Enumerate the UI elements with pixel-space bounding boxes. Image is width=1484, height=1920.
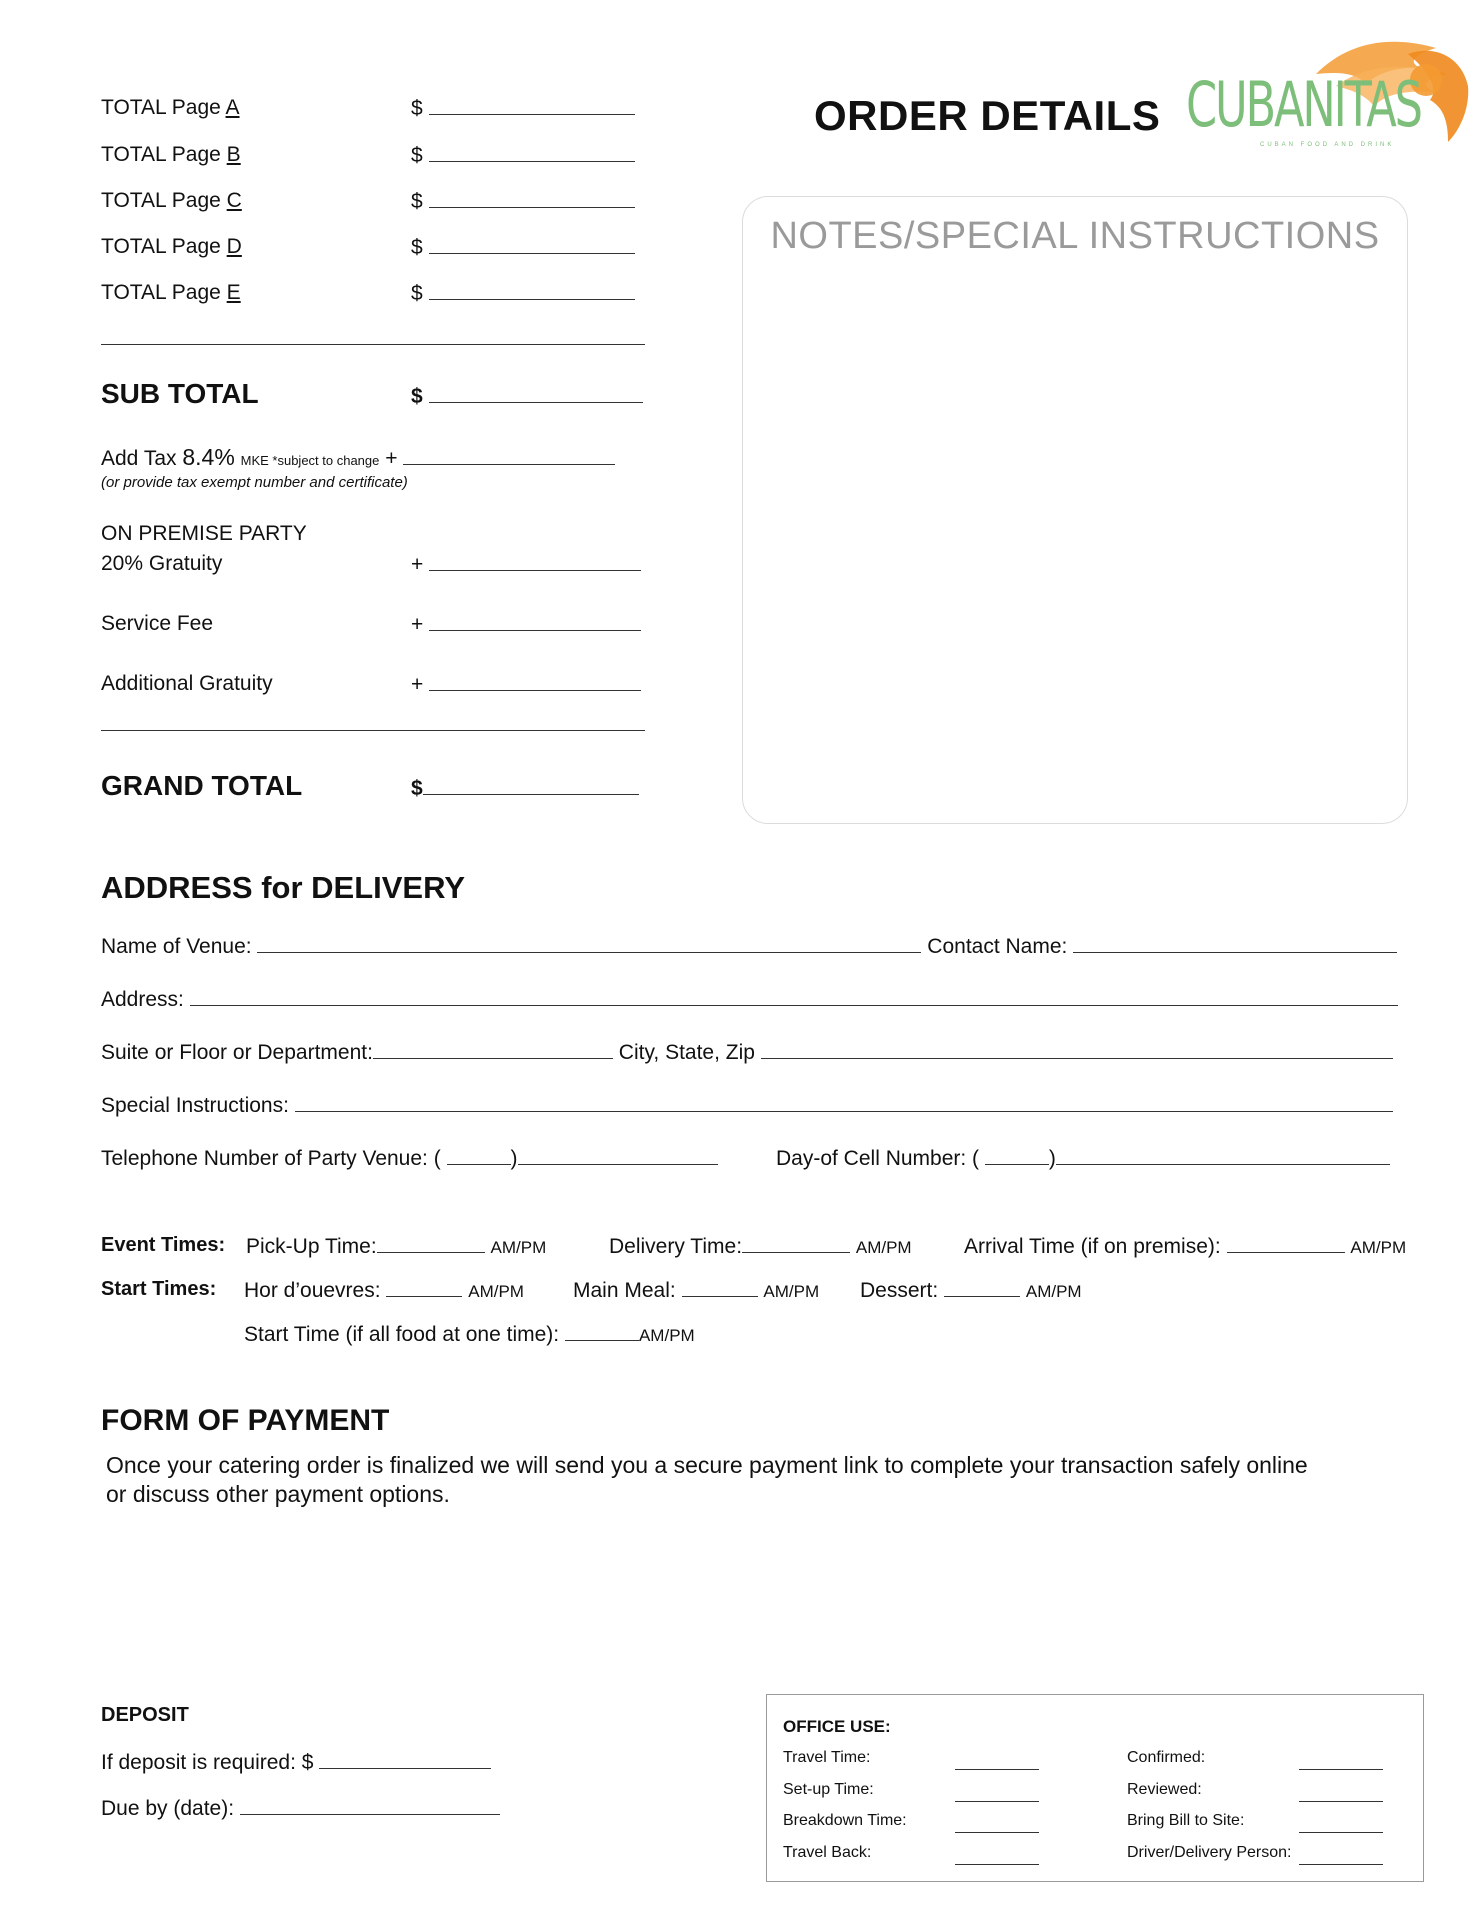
- notes-box[interactable]: [742, 196, 1408, 824]
- special-row: [101, 1093, 1393, 1118]
- plus-sign: +: [411, 673, 424, 696]
- logo-tagline: CUBAN FOOD AND DRINK: [1260, 142, 1395, 148]
- phone-row: [101, 1146, 718, 1171]
- office-line[interactable]: [1299, 1864, 1383, 1865]
- amount-line[interactable]: [429, 612, 641, 631]
- plus-sign: +: [411, 553, 424, 576]
- logo-text: CUBANITAS: [1186, 68, 1421, 141]
- plus-sign: +: [385, 447, 398, 470]
- suite-input-line[interactable]: [373, 1040, 613, 1059]
- currency-symbol: $: [411, 282, 423, 305]
- total-page-letter: A: [225, 96, 240, 119]
- deposit-due-line[interactable]: [240, 1796, 500, 1815]
- amount-line[interactable]: [429, 672, 641, 691]
- venue-input-line[interactable]: [257, 934, 921, 953]
- grand-total-field[interactable]: [411, 776, 639, 801]
- amount-line[interactable]: [429, 235, 635, 254]
- subtotal-label: SUB TOTAL: [101, 378, 259, 409]
- deposit-due-row: [101, 1796, 500, 1821]
- paren: ): [510, 1147, 518, 1170]
- total-page-c-row: [101, 189, 242, 213]
- total-page-label: TOTAL Page: [101, 281, 227, 304]
- main-meal-row: [573, 1278, 819, 1303]
- ampm-label: AM/PM: [763, 1282, 820, 1301]
- all-food-label: Start Time (if all food at one time):: [244, 1323, 560, 1346]
- payment-text-line-2: or discuss other payment options.: [106, 1481, 450, 1507]
- contact-input-line[interactable]: [1073, 934, 1397, 953]
- cell-row: [776, 1146, 1390, 1171]
- pickup-label: Pick-Up Time:: [246, 1235, 377, 1258]
- currency-symbol: $: [411, 385, 423, 408]
- suite-label: Suite or Floor or Department:: [101, 1041, 373, 1064]
- additional-gratuity-label: Additional Gratuity: [101, 672, 273, 695]
- total-page-e-field[interactable]: [411, 281, 635, 306]
- tax-amount-line[interactable]: [403, 446, 615, 465]
- divider: [101, 730, 645, 731]
- office-use-box: [766, 1694, 1424, 1882]
- additional-gratuity-field[interactable]: [411, 672, 641, 697]
- office-bring-bill: Bring Bill to Site:: [1127, 1812, 1245, 1829]
- suite-row: [101, 1040, 1393, 1065]
- office-reviewed: Reviewed:: [1127, 1781, 1202, 1798]
- office-line[interactable]: [1299, 1801, 1383, 1802]
- office-line[interactable]: [1299, 1832, 1383, 1833]
- dessert-label: Dessert:: [860, 1279, 939, 1302]
- deposit-amount-line[interactable]: [319, 1750, 491, 1769]
- address-input-line[interactable]: [190, 987, 1398, 1006]
- office-use-title: OFFICE USE:: [783, 1717, 891, 1736]
- city-label: City, State, Zip: [618, 1041, 755, 1064]
- tax-note: MKE *subject to change: [240, 453, 380, 468]
- address-heading: ADDRESS for DELIVERY: [101, 870, 466, 905]
- currency-symbol: $: [411, 190, 423, 213]
- service-fee-field[interactable]: [411, 612, 641, 637]
- tax-rate: 8.4%: [182, 444, 235, 470]
- office-line[interactable]: [955, 1864, 1039, 1865]
- start-times-label: Start Times:: [101, 1278, 217, 1300]
- office-setup-time: Set-up Time:: [783, 1781, 874, 1798]
- ampm-label: AM/PM: [855, 1238, 912, 1257]
- address-row: [101, 987, 1398, 1012]
- total-page-d-row: [101, 235, 242, 259]
- office-travel-back: Travel Back:: [783, 1844, 872, 1861]
- total-page-label: TOTAL Page: [101, 96, 226, 119]
- deposit-due-label: Due by (date):: [101, 1797, 235, 1820]
- deposit-required-label: If deposit is required:: [101, 1751, 296, 1774]
- pickup-line[interactable]: [377, 1234, 485, 1253]
- area-code-line[interactable]: [447, 1146, 511, 1165]
- phone-number-line[interactable]: [518, 1146, 718, 1165]
- currency-symbol: $: [411, 97, 423, 120]
- arrival-row: [964, 1234, 1406, 1259]
- venue-row: [101, 934, 1397, 959]
- dessert-row: [860, 1278, 1082, 1303]
- notes-title: NOTES/SPECIAL INSTRUCTIONS: [770, 215, 1380, 257]
- office-travel-time: Travel Time:: [783, 1749, 871, 1766]
- amount-line[interactable]: [429, 143, 635, 162]
- total-page-d-field[interactable]: [411, 235, 635, 260]
- total-page-a-field[interactable]: [411, 96, 635, 121]
- total-page-b-field[interactable]: [411, 143, 635, 168]
- total-page-letter: E: [226, 281, 241, 304]
- ampm-label: AM/PM: [638, 1326, 695, 1345]
- amount-line[interactable]: [429, 552, 641, 571]
- dessert-line[interactable]: [944, 1278, 1020, 1297]
- total-page-label: TOTAL Page: [101, 235, 227, 258]
- address-label: Address:: [101, 988, 184, 1011]
- arrival-line[interactable]: [1227, 1234, 1345, 1253]
- special-instructions-line[interactable]: [295, 1093, 1393, 1112]
- paren: ): [1048, 1147, 1056, 1170]
- tax-exempt-note: (or provide tax exempt number and certificate): [101, 474, 408, 491]
- all-food-row: [244, 1322, 695, 1347]
- total-page-letter: D: [226, 235, 242, 258]
- gratuity-label: 20% Gratuity: [101, 552, 223, 575]
- subtotal-field[interactable]: [411, 384, 643, 409]
- arrival-label: Arrival Time (if on premise):: [964, 1235, 1221, 1258]
- gratuity-field[interactable]: [411, 552, 641, 577]
- hors-label: Hor d’ouevres:: [244, 1279, 381, 1302]
- currency-symbol: $: [411, 777, 423, 800]
- total-page-a-row: [101, 96, 240, 120]
- cell-number-line[interactable]: [1056, 1146, 1390, 1165]
- ampm-label: AM/PM: [490, 1238, 547, 1257]
- amount-line[interactable]: [429, 189, 635, 208]
- grand-total-label: GRAND TOTAL: [101, 770, 303, 801]
- office-line[interactable]: [955, 1801, 1039, 1802]
- total-page-label: TOTAL Page: [101, 189, 227, 212]
- premise-party-label: ON PREMISE PARTY: [101, 522, 307, 545]
- total-page-b-row: [101, 143, 241, 167]
- ampm-label: AM/PM: [1025, 1282, 1082, 1301]
- special-instructions-label: Special Instructions:: [101, 1094, 289, 1117]
- currency-symbol: $: [411, 236, 423, 259]
- total-page-letter: C: [226, 189, 242, 212]
- all-food-line[interactable]: [565, 1322, 639, 1341]
- tax-label: Add Tax: [101, 447, 177, 470]
- office-line[interactable]: [1299, 1769, 1383, 1770]
- plus-sign: +: [411, 613, 424, 636]
- venue-phone-label: Telephone Number of Party Venue: (: [101, 1147, 441, 1170]
- ampm-label: AM/PM: [468, 1282, 524, 1301]
- area-code-line[interactable]: [985, 1146, 1049, 1165]
- office-driver: Driver/Delivery Person:: [1127, 1844, 1292, 1861]
- cell-number-label: Day-of Cell Number: (: [776, 1147, 980, 1170]
- deposit-heading: DEPOSIT: [101, 1704, 189, 1726]
- currency-symbol: $: [411, 144, 423, 167]
- event-times-label: Event Times:: [101, 1234, 226, 1256]
- amount-line[interactable]: [429, 281, 635, 300]
- total-page-letter: B: [226, 143, 241, 166]
- contact-label: Contact Name:: [927, 935, 1068, 958]
- city-input-line[interactable]: [761, 1040, 1393, 1059]
- main-meal-line[interactable]: [682, 1278, 758, 1297]
- main-meal-label: Main Meal:: [573, 1279, 676, 1302]
- deposit-required-row: [101, 1750, 491, 1775]
- pickup-row: [246, 1234, 546, 1259]
- amount-line[interactable]: [429, 384, 643, 403]
- amount-line[interactable]: [423, 776, 639, 795]
- hors-row: [244, 1278, 524, 1303]
- cubanitas-logo: [1186, 34, 1474, 154]
- total-page-label: TOTAL Page: [101, 143, 227, 166]
- payment-text-line-1: Once your catering order is finalized we will send you a secure payment link to complete your transaction safely online: [106, 1452, 1308, 1478]
- total-page-c-field[interactable]: [411, 189, 635, 214]
- office-confirmed: Confirmed:: [1127, 1749, 1206, 1766]
- delivery-line[interactable]: [742, 1234, 850, 1253]
- currency-symbol: $: [301, 1751, 314, 1774]
- divider: [101, 344, 645, 345]
- total-page-e-row: [101, 281, 241, 305]
- office-line[interactable]: [955, 1769, 1039, 1770]
- page-title: ORDER DETAILS: [814, 92, 1161, 139]
- office-breakdown-time: Breakdown Time:: [783, 1812, 907, 1829]
- delivery-row: [609, 1234, 912, 1259]
- venue-label: Name of Venue:: [101, 935, 252, 958]
- payment-heading: FORM OF PAYMENT: [101, 1404, 390, 1437]
- tax-row: [101, 444, 615, 471]
- office-line[interactable]: [955, 1832, 1039, 1833]
- hors-line[interactable]: [386, 1278, 462, 1297]
- delivery-label: Delivery Time:: [609, 1235, 743, 1258]
- ampm-label: AM/PM: [1350, 1238, 1407, 1257]
- amount-line[interactable]: [429, 96, 635, 115]
- service-fee-label: Service Fee: [101, 612, 214, 635]
